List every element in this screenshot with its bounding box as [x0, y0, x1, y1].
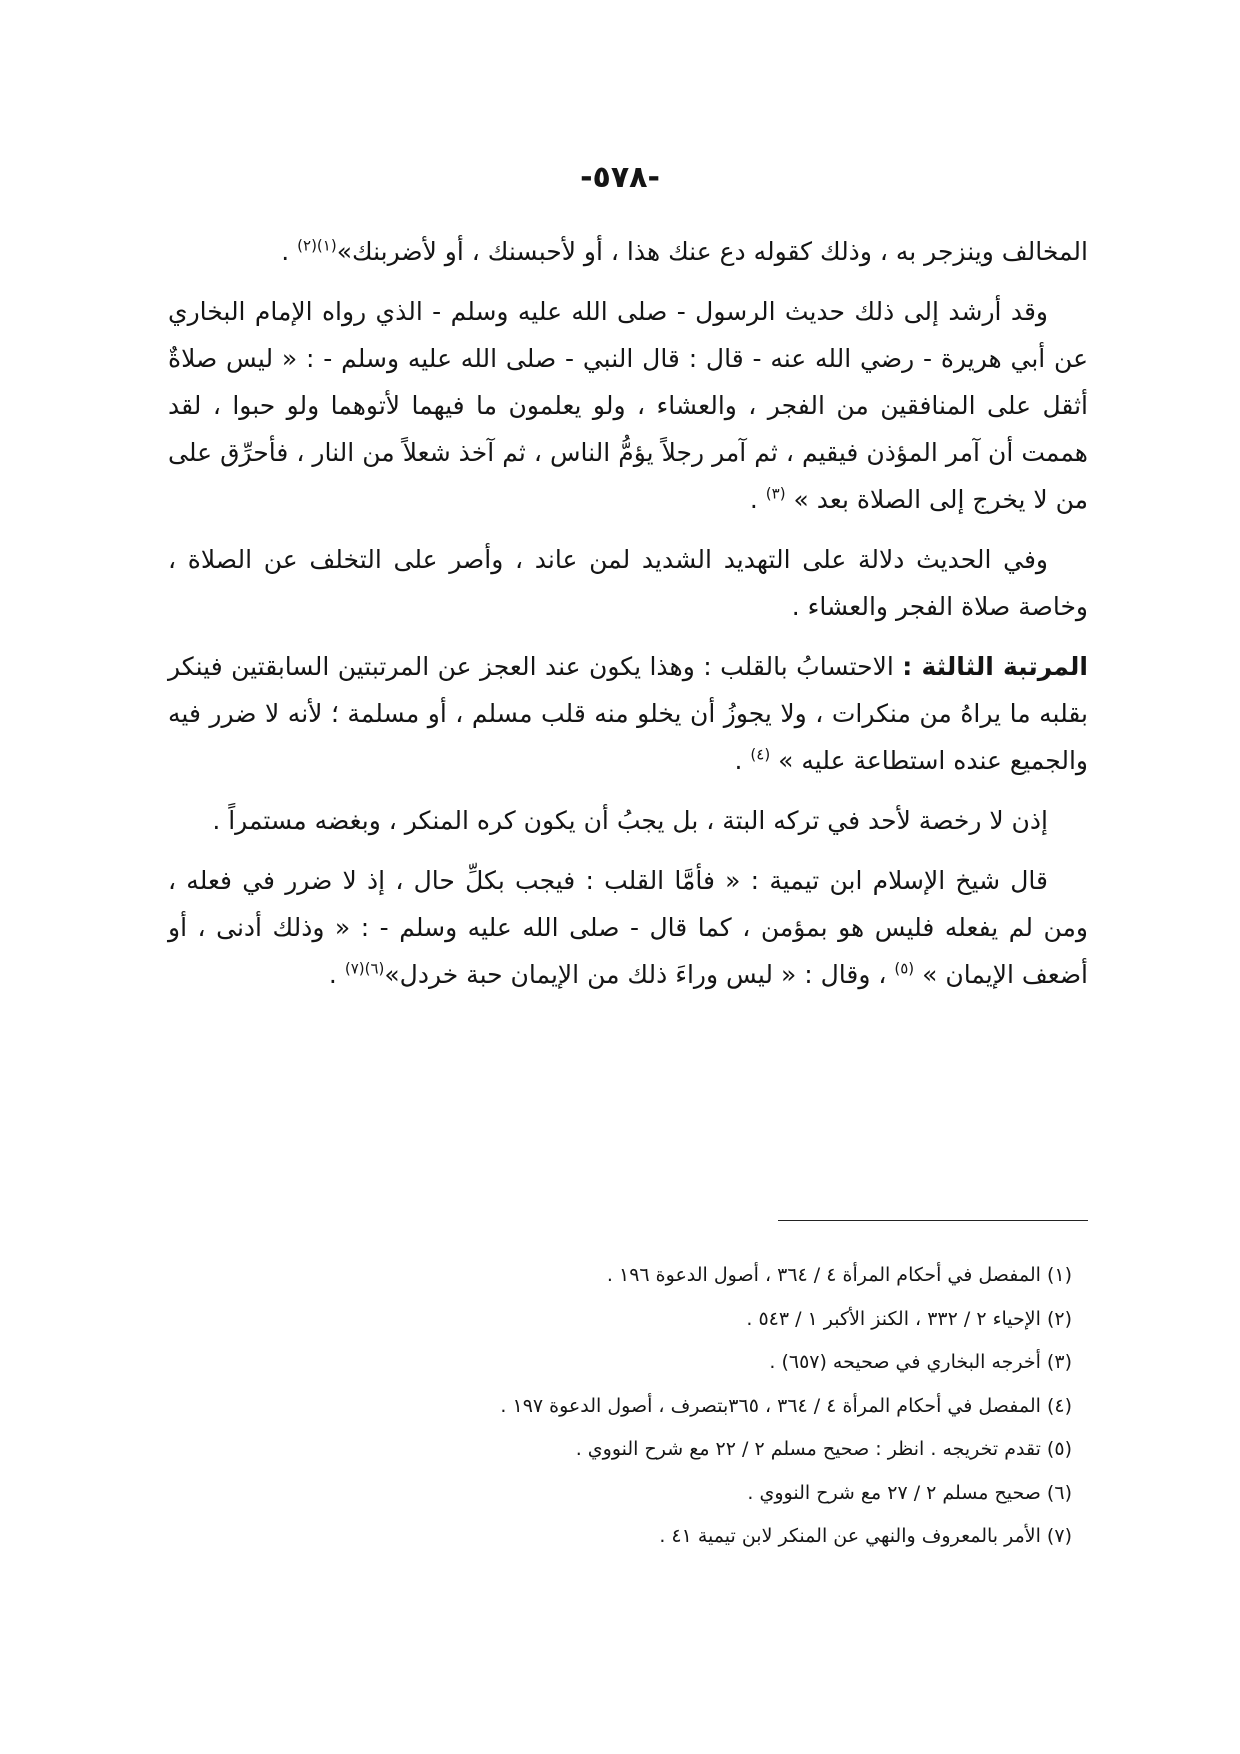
footnote-2: (٢) الإحياء ٢ / ٣٣٢ ، الكنز الأكبر ١ / ٥٤٣ .: [746, 1307, 1072, 1330]
paragraph-end: .: [281, 237, 298, 266]
paragraph-text: وفي الحديث دلالة على التهديد الشديد لمن عاند ، وأصر على التخلف عن الصلاة ، وخاصة صلاة الفجر والعشاء .: [168, 545, 1088, 621]
footnote-6: (٦) صحيح مسلم ٢ / ٢٧ مع شرح النووي .: [747, 1481, 1072, 1504]
paragraph-4: [168, 643, 1088, 784]
paragraph-2: [168, 288, 1088, 523]
paragraph-end: .: [328, 960, 345, 989]
footnote-5: (٥) تقدم تخريجه . انظر : صحيح مسلم ٢ / ٢٢ مع شرح النووي .: [575, 1438, 1072, 1460]
footnote-ref: (٣): [765, 484, 786, 503]
footnote-ref: (١)(٢): [297, 236, 337, 255]
paragraph-text: وقد أرشد إلى ذلك حديث الرسول - صلى الله عليه وسلم - الذي رواه الإمام البخاري عن أبي هريرة - رضي الله عنه - قال : قال النبي - صلى الله عليه وسلم - : « ليس صلاةٌ أثقل على المنافقين من الفجر ، والعشاء ، ولو يعلمون ما فيهما لأتوهما ولو حبوا ، لقد هممت أن آمر المؤذن فيقيم ، ثم آمر رجلاً يؤمُّ الناس ، ثم آخذ شعلاً من النار ، فأحرِّق على من لا يخرج إلى الصلاة بعد »: [168, 297, 1088, 514]
footnote-ref: (٥): [894, 959, 915, 978]
paragraph-text: المخالف وينزجر به ، وذلك كقوله دع عنك هذا ، أو لأحبسنك ، أو لأضربنك»: [336, 237, 1088, 266]
paragraph-text: إذن لا رخصة لأحد في تركه البتة ، بل يجبُ أن يكون كره المنكر ، وبغضه مستمراً .: [212, 806, 1048, 835]
paragraph-3: [168, 536, 1088, 630]
page-number: -٥٧٨-: [580, 160, 660, 195]
footnote-4: (٤) المفصل في أحكام المرأة ٤ / ٣٦٤ ، ٣٦٥بتصرف ، أصول الدعوة ١٩٧ .: [500, 1394, 1072, 1417]
paragraph-text: قال شيخ الإسلام ابن تيمية : « فأمَّا القلب : فيجب بكلِّ حال ، إذ لا ضرر في فعله ، ومن لم يفعله فليس هو بمؤمن ، كما قال - صلى الله عليه وسلم - : « وذلك أدنى ، أو أضعف الإيمان »: [168, 866, 1088, 989]
section-heading: المرتبة الثالثة :: [902, 652, 1088, 681]
paragraph-text: الاحتسابُ بالقلب : وهذا يكون عند العجز عن المرتبتين السابقتين فينكر بقلبه ما يراهُ من منكرات ، ولا يجوزُ أن يخلو منه قلب مسلم ، أو مسلمة ؛ لأنه لا ضرر فيه والجميع عنده استطاعة عليه »: [168, 652, 1088, 775]
footnote-7: (٧) الأمر بالمعروف والنهي عن المنكر لابن تيمية ٤١ .: [659, 1525, 1072, 1547]
paragraph-1: [168, 228, 1088, 275]
main-text: [168, 228, 1088, 1011]
paragraph-text-continued: ، وقال : « ليس وراءَ ذلك من الإيمان حبة خردل»: [384, 960, 895, 989]
paragraph-6: [168, 857, 1088, 998]
footnote-1: (١) المفصل في أحكام المرأة ٤ / ٣٦٤ ، أصول الدعوة ١٩٦ .: [606, 1264, 1072, 1286]
paragraph-5: [168, 797, 1088, 844]
footnote-ref: (٦)(٧): [344, 959, 385, 978]
paragraph-end: .: [749, 485, 766, 514]
footnote-ref: (٤): [750, 745, 771, 764]
footnote-divider: [778, 1220, 1088, 1221]
paragraph-end: .: [734, 746, 751, 775]
footnote-3: (٣) أخرجه البخاري في صحيحه (٦٥٧) .: [769, 1351, 1072, 1373]
footnotes-list: [172, 1254, 1072, 1559]
